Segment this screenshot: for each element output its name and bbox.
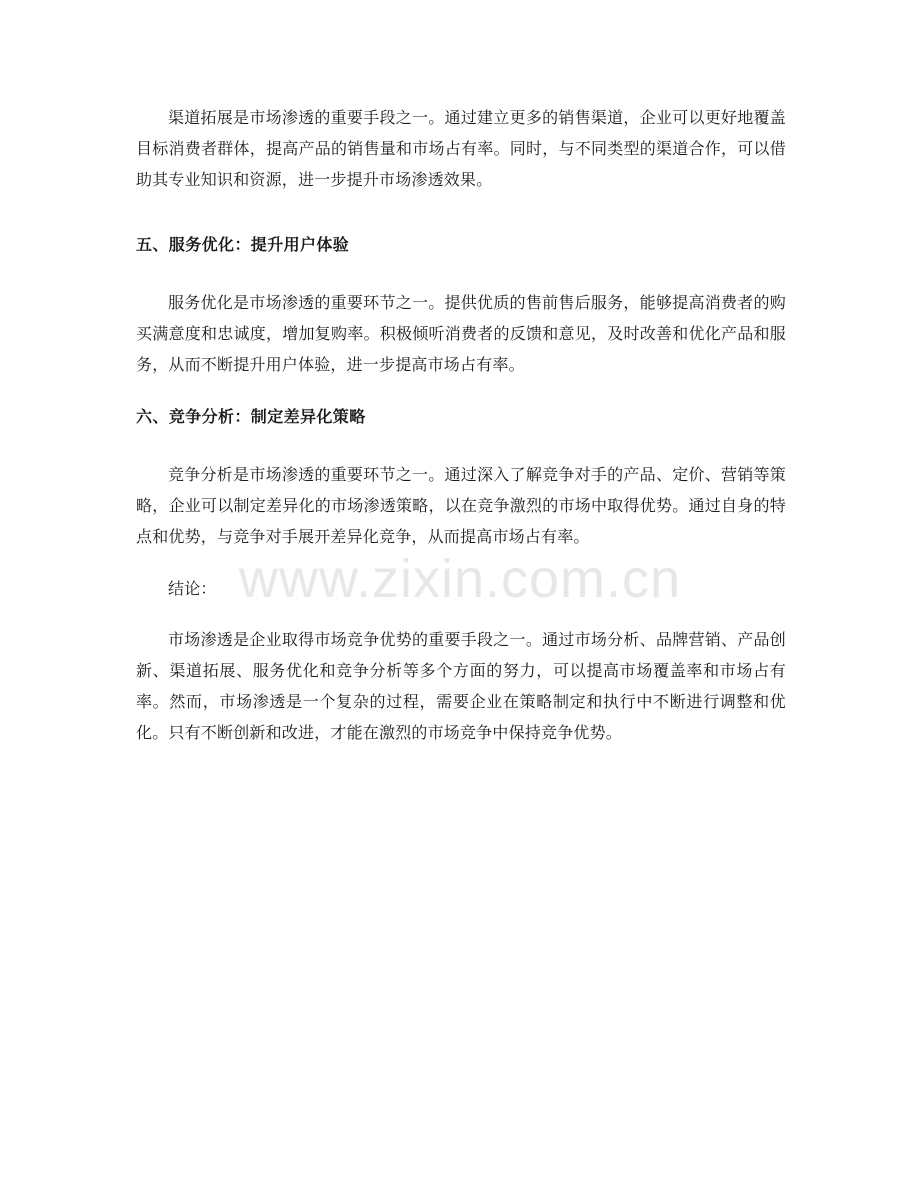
paragraph-service-optimization: 服务优化是市场渗透的重要环节之一。提供优质的售前售后服务，能够提高消费者的购买满意度和忠诚度，增加复购率。积极倾听消费者的反馈和意见，及时改善和优化产品和服务，从而不断提升用户体验，进一步提高市场占有率。 bbox=[136, 293, 786, 374]
paragraph-competition-analysis: 竞争分析是市场渗透的重要环节之一。通过深入了解竞争对手的产品、定价、营销等策略，企业可以制定差异化的市场渗透策略，以在竞争激烈的市场中取得优势。通过自身的特点和优势，与竞争对手展开差异化竞争，从而提高市场占有率。 bbox=[136, 465, 786, 546]
watermark: www.zixin.com.cn bbox=[238, 549, 682, 609]
conclusion-label: 结论： bbox=[168, 579, 217, 598]
heading-competition-analysis: 六、竞争分析：制定差异化策略 bbox=[136, 407, 366, 426]
paragraph-channel-expansion: 渠道拓展是市场渗透的重要手段之一。通过建立更多的销售渠道，企业可以更好地覆盖目标消费者群体，提高产品的销售量和市场占有率。同时，与不同类型的渠道合作，可以借助其专业知识和资源，进一步提升市场渗透效果。 bbox=[136, 108, 786, 189]
paragraph-conclusion: 市场渗透是企业取得市场竞争优势的重要手段之一。通过市场分析、品牌营销、产品创新、渠道拓展、服务优化和竞争分析等多个方面的努力，可以提高市场覆盖率和市场占有率。然而，市场渗透是一个复杂的过程，需要企业在策略制定和执行中不断进行调整和优化。只有不断创新和改进，才能在激烈的市场竞争中保持竞争优势。 bbox=[136, 630, 786, 742]
heading-service-optimization: 五、服务优化：提升用户体验 bbox=[136, 235, 350, 254]
